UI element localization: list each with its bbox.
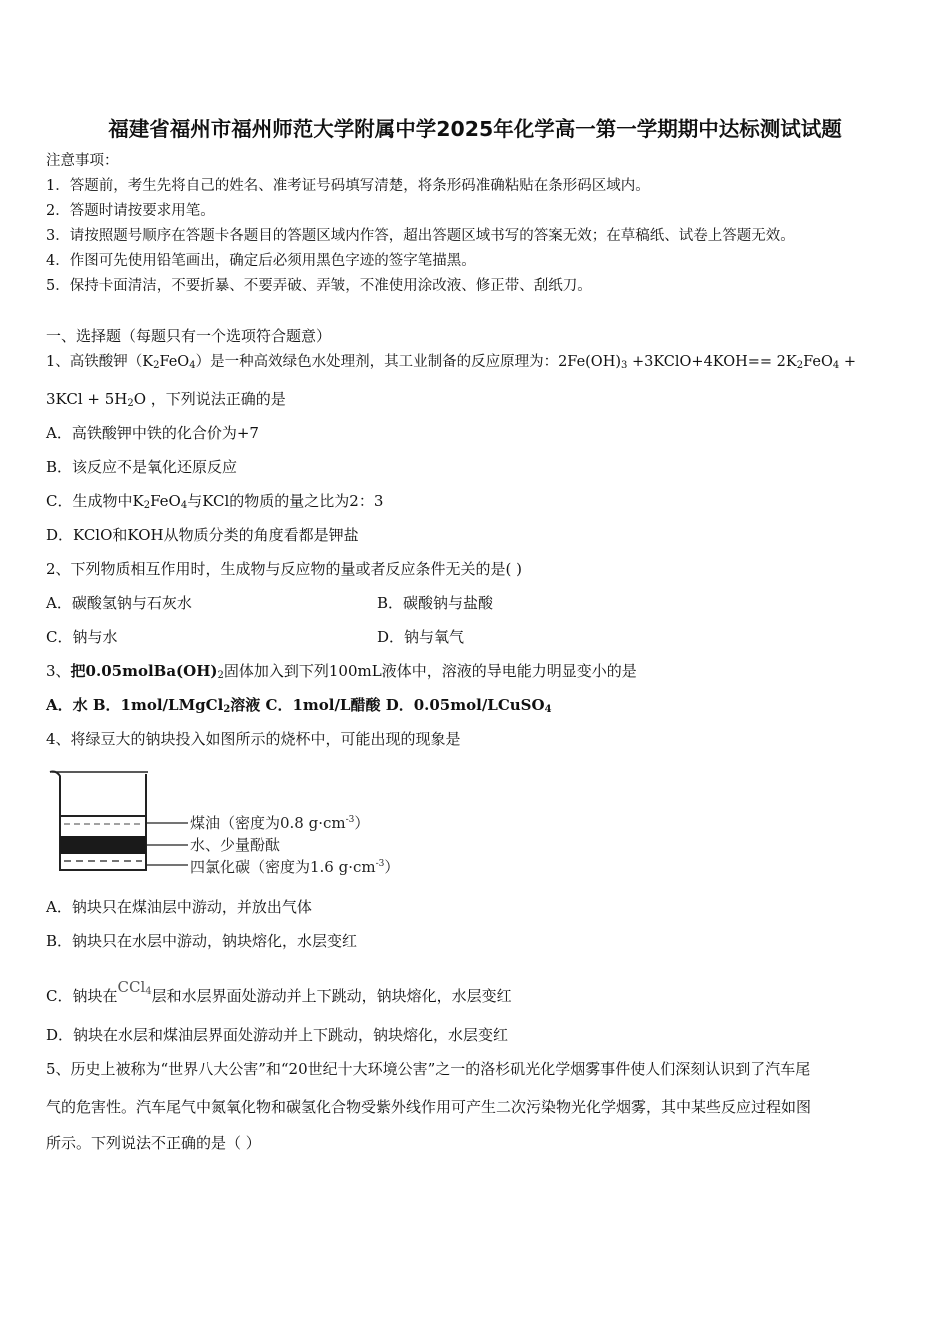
notice-item-5: 5．保持卡面清洁，不要折暴、不要弄破、弄皱，不准使用涂改液、修正带、刮纸刀。 bbox=[46, 278, 592, 294]
q4-option-c: C．钠块在CCl$_4$层和水层界面处游动并上下跳动，钠块熔化，水层变红 bbox=[46, 978, 512, 1005]
q1-option-a: A．高铁酸钾中铁的化合价为+7 bbox=[46, 424, 259, 442]
q1-stem-line1: 1、高铁酸钾$(K_2FeO_4)$是一种高效绿色水处理剂，其工业制备的反应原理为：$2Fe(OH)_3$ +3KClO+4KOH== $2K_2FeO_4$ + bbox=[46, 354, 857, 371]
label-kerosene: 煤油（密度为0.8 $g\cdot cm^{-3}$） bbox=[190, 814, 370, 832]
q2-option-b: B．碳酸钠与盐酸 bbox=[377, 594, 494, 612]
q1-option-b: B．该反应不是氧化还原反应 bbox=[46, 458, 238, 476]
q4-stem: 4、将绿豆大的钠块投入如图所示的烧杯中，可能出现的现象是 bbox=[46, 730, 461, 748]
beaker-outline bbox=[50, 772, 146, 871]
q5-stem-line1: 5、历史上被称为“世界八大公害”和“20世纪十大环境公害”之一的洛杉矶光化学烟雾事件使人们深刻认识到了汽车尾 bbox=[46, 1060, 811, 1078]
beaker-figure bbox=[48, 766, 448, 882]
page-title: 福建省福州市福州师范大学附属中学2025年化学高一第一学期期中达标测试试题 bbox=[108, 117, 842, 141]
q4-option-b: B．钠块只在水层中游动，钠块熔化，水层变红 bbox=[46, 932, 358, 950]
q2-option-c: C．钠与水 bbox=[46, 628, 118, 646]
q4-option-a: A．钠块只在煤油层中游动，并放出气体 bbox=[46, 898, 312, 916]
q1-option-c: C．生成物中$K_2FeO_4$与KCl的物质的量之比为2：3 bbox=[46, 492, 384, 511]
q5-stem-line2: 气的危害性。汽车尾气中氮氧化物和碳氢化合物受紫外线作用可产生二次污染物光化学烟雾，其中某些反应过程如图 bbox=[46, 1098, 812, 1116]
notice-heading: 注意事项： bbox=[46, 153, 119, 169]
notice-item-4: 4．作图可先使用铅笔画出，确定后必须用黑色字迹的签字笔描黑。 bbox=[46, 253, 476, 269]
q1-stem-line2: $3KCl + 5H_2O$ ，下列说法正确的是 bbox=[46, 390, 286, 409]
ccl4-formula: CCl$_4$ bbox=[117, 978, 152, 997]
label-water: 水、少量酚酞 bbox=[190, 836, 281, 854]
section-heading: 一、选择题（每题只有一个选项符合题意） bbox=[46, 327, 332, 345]
q2-stem: 2、下列物质相互作用时，生成物与反应物的量或者反应条件无关的是( ) bbox=[46, 560, 523, 578]
q5-stem-line3: 所示。下列说法不正确的是（ ） bbox=[46, 1134, 261, 1152]
q3-options: A．水 B．1mol/LMgCl$_2$溶液 C．1mol/L醋酸 D．0.05mol/LCuSO$_4$ bbox=[46, 696, 552, 715]
q1-option-d: D．KClO和KOH从物质分类的角度看都是钾盐 bbox=[46, 526, 359, 544]
water-layer bbox=[60, 836, 146, 854]
label-ccl4: 四氯化碳（密度为1.6 $g\cdot cm^{-3}$） bbox=[190, 858, 400, 876]
q2-option-a: A．碳酸氢钠与石灰水 bbox=[46, 594, 192, 612]
q3-stem: 3、把$0.05molBa(OH)_2$固体加入到下列100mL液体中，溶液的导电能力明显变小的是 bbox=[46, 662, 637, 681]
q4-option-d: D．钠块在水层和煤油层界面处游动并上下跳动，钠块熔化，水层变红 bbox=[46, 1026, 509, 1044]
q2-options-row2 bbox=[46, 627, 896, 647]
q2-option-d: D．钠与氧气 bbox=[377, 628, 465, 646]
q2-options-row1 bbox=[46, 593, 896, 613]
notice-item-2: 2．答题时请按要求用笔。 bbox=[46, 203, 215, 219]
notice-item-1: 1．答题前，考生先将自己的姓名、准考证号码填写清楚，将条形码准确粘贴在条形码区域内。 bbox=[46, 178, 650, 194]
notice-item-3: 3．请按照题号顺序在答题卡各题目的答题区域内作答，超出答题区域书写的答案无效；在草稿纸、试卷上答题无效。 bbox=[46, 228, 795, 244]
